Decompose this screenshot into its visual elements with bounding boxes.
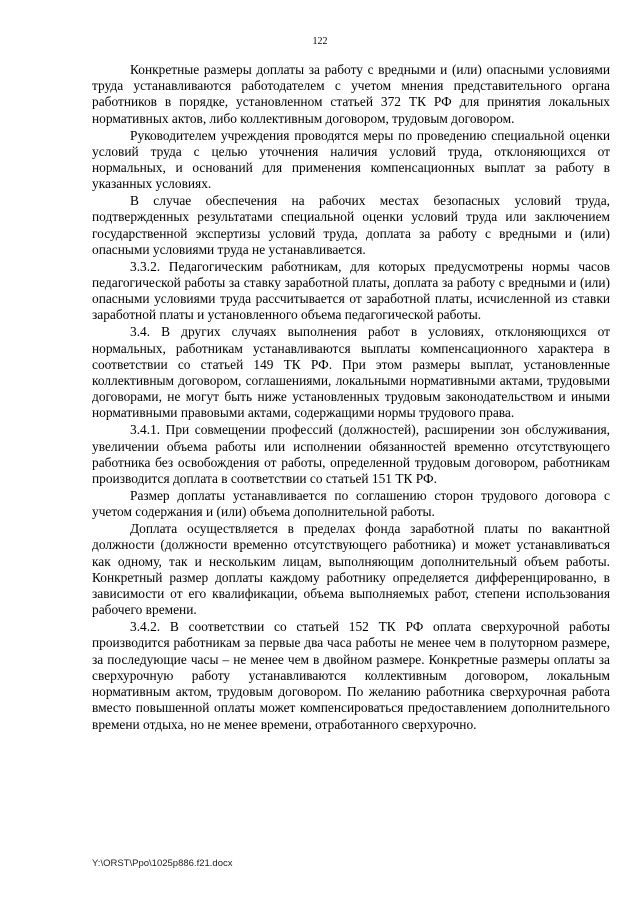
paragraph-3-4-1: 3.4.1. При совмещении профессий (должностей), расширении зон обслуживания, увеличении объема работы или исполнении обязанностей временно отсутствующего работника без освобождения от работы, определенной трудовым договором, работникам производится доплата в соответствии со статьей 151 ТК РФ. [92,422,610,487]
paragraph-hazard-pay-sizes: Конкретные размеры доплаты за работу с вредными и (или) опасными условиями труда устанавливаются работодателем с учетом мнения представительного органа работников в порядке, установленном статьей 372 ТК РФ для принятия локальных нормативных актов, либо коллективным договором, трудовым договором. [92,62,610,126]
paragraph-3-3-2: 3.3.2. Педагогическим работникам, для которых предусмотрены нормы часов педагогической работы за ставку заработной платы, доплата за работу с вредными и (или) опасными условиями труда рассчитывается от заработной платы, исчисленной из ставки заработной платы и установленного объема педагогической работы. [92,258,610,323]
paragraph-pay-agreement: Размер доплаты устанавливается по соглашению сторон трудового договора с учетом содержания и (или) объема дополнительной работы. [92,488,610,520]
paragraph-special-assessment: Руководителем учреждения проводятся меры по проведению специальной оценки условий труда с целью уточнения наличия условий труда, отклоняющихся от нормальных, и оснований для применения компенсационных выплат за работу в указанных условиях. [92,127,610,192]
document-body [92,62,610,734]
paragraph-3-4-2: 3.4.2. В соответствии со статьей 152 ТК РФ оплата сверхурочной работы производится работникам за первые два часа работы не менее чем в полуторном размере, за последующие часы – не менее чем в двойном размере. Конкретные размеры оплаты за сверхурочную работу устанавливаются коллективным договором, локальным нормативным актом, трудовым договором. По желанию работника сверхурочная работа вместо повышенной оплаты может компенсироваться предоставлением дополнительного времени отдыха, но не менее времени, отработанного сверхурочно. [92,619,610,732]
footer-file-path: Y:\ORST\Ppo\1025p886.f21.docx [92,858,233,869]
paragraph-3-4: 3.4. В других случаях выполнения работ в условиях, отклоняющихся от нормальных, работникам устанавливаются выплаты компенсационного характера в соответствии со статьей 149 ТК РФ. При этом размеры выплат, установленные коллективным договором, соглашениями, локальными нормативными актами, трудовыми договорами, не могут быть ниже установленных трудовым законодательством и иными нормативными правовыми актами, содержащими нормы трудового права. [92,324,610,421]
paragraph-pay-fund: Доплата осуществляется в пределах фонда заработной платы по вакантной должности (должности временно отсутствующего работника) и может устанавливаться как одному, так и нескольким лицам, выполняющим дополнительный объем работы. Конкретный размер доплаты каждому работнику определяется дифференцированно, в зависимости от его квалификации, объема выполняемых работ, степени использования рабочего времени. [92,521,610,618]
page-number: 122 [312,36,328,47]
paragraph-safe-conditions: В случае обеспечения на рабочих местах безопасных условий труда, подтвержденных результатами специальной оценки условий труда или заключением государственной экспертизы условий труда, доплата за работу с вредными и (или) опасными условиями труда не устанавливается. [92,193,610,257]
